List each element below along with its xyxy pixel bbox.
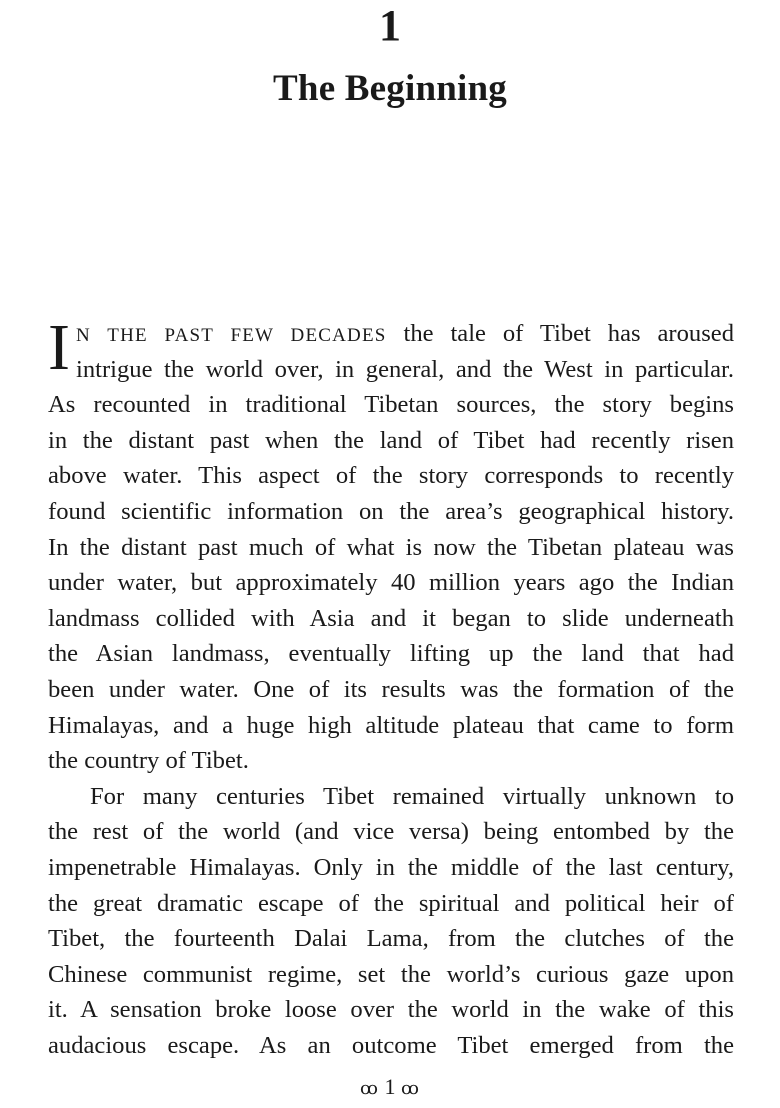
- page-number: 1: [384, 1074, 396, 1099]
- paragraph-2-line: Tibet, the fourteenth Dalai Lama, from the clutches of the: [48, 925, 734, 953]
- chapter-title: The Beginning: [273, 68, 507, 109]
- paragraph-2-line: the rest of the world (and vice versa) being entombed by the: [48, 818, 734, 846]
- paragraph-2-line: For many centuries Tibet remained virtually unknown to: [90, 782, 734, 810]
- drop-cap: I: [48, 311, 70, 384]
- left-ornament-icon: ꝏ: [360, 1078, 379, 1098]
- paragraph-1-line: found scientific information on the area’s geographical history.: [48, 497, 734, 525]
- chapter-number: 1: [379, 1, 401, 50]
- small-caps-lead: N THE PAST FEW DECADES: [75, 325, 387, 346]
- paragraph-2-line: impenetrable Himalayas. Only in the middle of the last century,: [48, 853, 734, 881]
- body-text: [48, 311, 735, 1063]
- page-footer: [0, 1072, 780, 1103]
- paragraph-1-line: [48, 316, 734, 352]
- paragraph-1-line: the country of Tibet.: [48, 747, 249, 775]
- paragraph-1-line: above water. This aspect of the story corresponds to recently: [48, 462, 734, 490]
- paragraph-2-line: it. A sensation broke loose over the world in the wake of this: [48, 996, 734, 1024]
- paragraph-1-line-rest: the tale of Tibet has aroused: [386, 320, 735, 347]
- paragraph-1-line: Himalayas, and a huge high altitude plateau that came to form: [48, 711, 734, 739]
- right-ornament-icon: ꝏ: [401, 1078, 420, 1098]
- paragraph-1-line: In the distant past much of what is now the Tibetan plateau was: [48, 533, 734, 561]
- paragraph-1-line: in the distant past when the land of Tibet had recently risen: [48, 426, 734, 454]
- paragraph-1-line: landmass collided with Asia and it began to slide underneath: [48, 604, 734, 632]
- paragraph-1-line: As recounted in traditional Tibetan sources, the story begins: [48, 391, 734, 419]
- paragraph-1-line: been under water. One of its results was the formation of the: [48, 675, 734, 703]
- paragraph-2: [48, 779, 734, 1064]
- paragraph-1-line: under water, but approximately 40 million years ago the Indian: [48, 569, 734, 597]
- paragraph-1: [48, 311, 735, 779]
- paragraph-2-line: audacious escape. As an outcome Tibet emerged from the: [48, 1031, 734, 1059]
- paragraph-1-line: intrigue the world over, in general, and the West in particular.: [75, 355, 734, 383]
- paragraph-2-line: Chinese communist regime, set the world’s curious gaze upon: [48, 960, 734, 988]
- paragraph-2-line: the great dramatic escape of the spiritual and political heir of: [48, 889, 734, 917]
- paragraph-1-line: the Asian landmass, eventually lifting up the land that had: [48, 640, 734, 668]
